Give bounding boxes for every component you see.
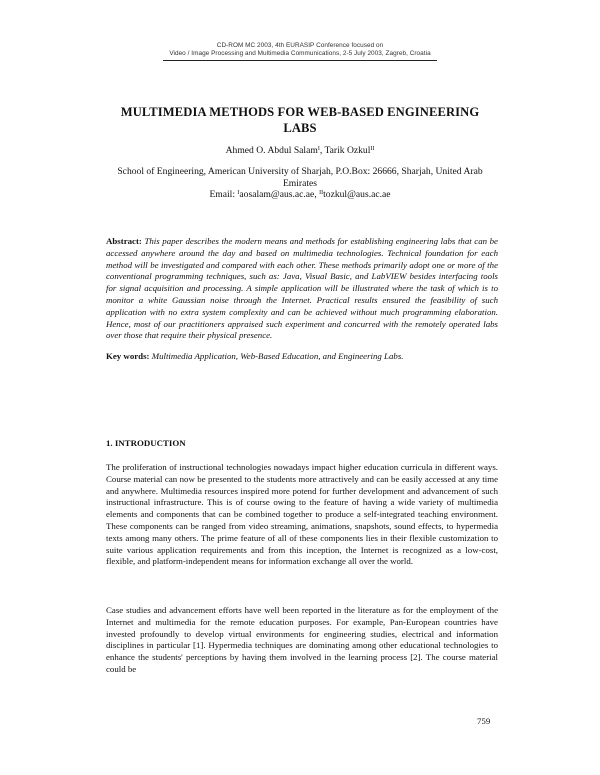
affiliation: School of Engineering, American University of Sharjah, P.O.Box: 26666, Sharjah, United Arab Emirates	[117, 166, 483, 189]
email2-mark: II	[319, 190, 324, 196]
author1: Ahmed O. Abdul Salam	[225, 145, 318, 156]
author2-mark: II	[370, 146, 375, 152]
email-line	[0, 189, 600, 200]
keywords-text: Multimedia Application, Web-Based Education, and Engineering Labs.	[151, 351, 404, 361]
header-rule	[163, 60, 437, 61]
author1-mark: I	[317, 146, 320, 152]
abstract	[106, 236, 498, 342]
author2: Tarik Ozkul	[324, 145, 371, 156]
abstract-text: This paper describes the modern means and methods for establishing engineering labs that can be accessed anywhere around the day and based on multimedia technologies. Technical foundation for each method will be investigated and compared with each other. These methods primarily adopt one or more of the conventional programming techniques, such as: Java, Visual Basic, and LabVIEW besides interfacing tools for signal acquisition and processing. A simple application will be illustrated where the task of which is to monitor a white Gaussian noise through the Internet. Practical results ensured the feasibility of such application with no extra system complexity and can be achieved without much programming elaboration. Hence, most of our practitioners appraised such experiment and concurred with the remotely operated labs over those that require their physical presence.	[106, 236, 498, 341]
section-heading: 1. INTRODUCTION	[106, 438, 186, 448]
email1[interactable]: aosalam@aus.ac.ae	[239, 189, 315, 200]
title-line2: LABS	[283, 121, 317, 135]
authors	[0, 145, 600, 156]
keywords-label: Key words:	[106, 351, 150, 361]
body-paragraph-2: Case studies and advancement efforts have well been reported in the literature as for the employment of the Internet and multimedia for the remote education purposes. For example, Pan-European countries have invested profoundly to develop virtual environments for engineering studies, electrical and information disciplines in particular [1]. Hypermedia techniques are dominating among other educational technologies to enhance the students' perceptions by having them involved in the learning process [2]. The course material could be	[106, 605, 498, 674]
conference-header-line2: Video / Image Processing and Multimedia Communications, 2-5 July 2003, Zagreb, Croatia	[169, 50, 431, 57]
email-label: Email:	[209, 189, 236, 200]
abstract-label: Abstract:	[106, 236, 142, 246]
keywords	[106, 351, 506, 361]
email2[interactable]: tozkul@aus.ac.ae	[323, 189, 391, 200]
email-separator: ,	[314, 189, 320, 200]
page-number: 759	[477, 716, 491, 726]
body-paragraph-1: The proliferation of instructional technologies nowadays impact higher education curricula in different ways. Course material can now be presented to the students more attractively and can be easily accessed at any time and anywhere. Multimedia resources inspired more potend for further development and advancement of such instructional infrastructure. This is of course owing to the feature of having a wide variety of multimedia elements and components that can be combined together to produce a self-integrated teaching environment. These components can be ranged from video streaming, animations, snapshots, sound effects, to hypermedia texts among many others. The prime feature of all of these components lies in their flexible customization to suite various application requirements and from this inception, the Internet is recognized as a low-cost, flexible, and platform-independent means for information exchange all over the world.	[106, 462, 498, 567]
email1-mark: I	[237, 190, 240, 196]
conference-header-line1: CD-ROM MC 2003, 4th EURASIP Conference focused on	[216, 42, 384, 49]
title-line1: MULTIMEDIA METHODS FOR WEB-BASED ENGINEERING	[120, 105, 480, 119]
paper-title	[100, 104, 500, 136]
author-separator: ,	[319, 145, 325, 156]
